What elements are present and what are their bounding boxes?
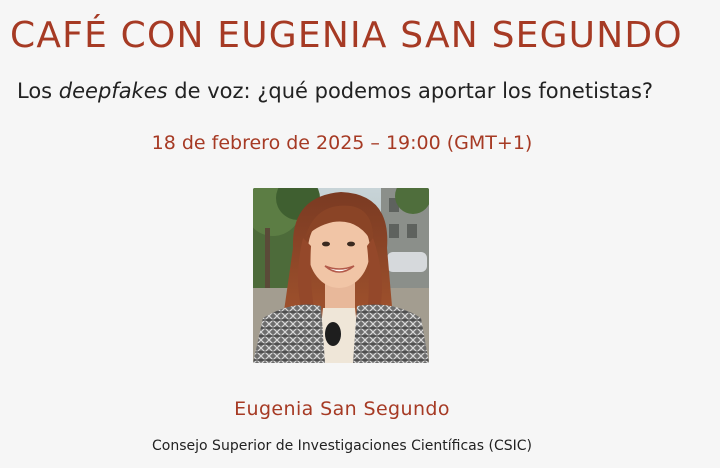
subtitle-suffix: de voz: ¿qué podemos aportar los fonetistas? [167,79,654,103]
speaker-name: Eugenia San Segundo [234,398,450,420]
talk-subtitle [17,76,653,106]
speaker-affiliation: Consejo Superior de Investigaciones Científicas (CSIC) [152,438,532,454]
event-date-time: 18 de febrero de 2025 – 19:00 (GMT+1) [151,132,533,154]
speaker-photo [253,188,429,363]
page-title: CAFÉ CON EUGENIA SAN SEGUNDO [10,15,683,56]
subtitle-emphasis: deepfakes [58,79,168,103]
subtitle-prefix: Los [17,79,59,103]
